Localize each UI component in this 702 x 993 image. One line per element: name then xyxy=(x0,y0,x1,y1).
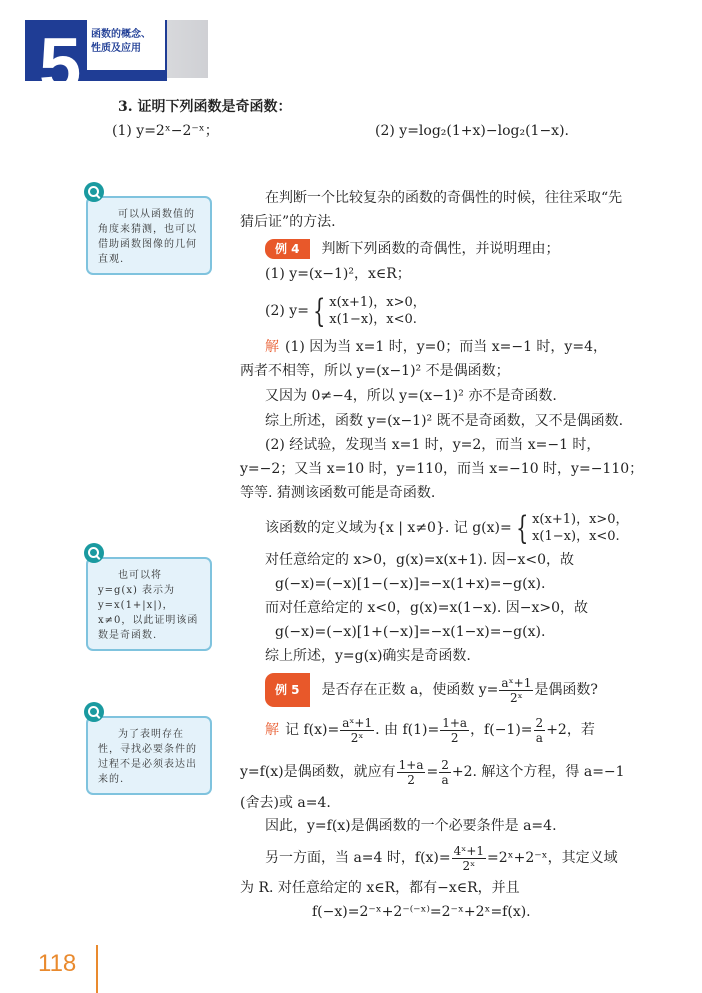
text-segment: = xyxy=(426,764,439,780)
margin-note xyxy=(86,716,212,795)
denominator: a xyxy=(535,730,543,745)
chapter-title-line: 函数的概念、 xyxy=(91,29,151,40)
exercise-item-2: (2) y=log₂(1+x)−log₂(1−x). xyxy=(375,123,569,139)
text-line: 又因为 0≠−4，所以 y=(x−1)² 亦不是奇函数. xyxy=(265,388,557,404)
text-line: g(−x)=(−x)[1+(−x)]=−x(1−x)=−g(x). xyxy=(275,624,546,640)
text-segment: y=f(x)是偶函数，就应有 xyxy=(240,764,396,780)
text-line: 综上所述，函数 y=(x−1)² 既不是奇函数，又不是偶函数. xyxy=(265,413,624,429)
exercise-item-1: (1) y=2ˣ−2⁻ˣ； xyxy=(112,123,219,139)
piecewise: { x(x+1)，x>0， x(1−x)，x<0. xyxy=(312,292,426,330)
text-segment: . 由 f(1)= xyxy=(375,722,440,738)
denominator: 2ˣ xyxy=(510,690,523,705)
denominator: 2 xyxy=(407,772,415,787)
numerator: 1+a xyxy=(442,715,468,730)
denominator: a xyxy=(441,772,449,787)
example-prompt: 判断下列函数的奇偶性，并说明理由； xyxy=(321,241,560,257)
text-line: 猜后证”的方法. xyxy=(240,214,336,230)
fraction xyxy=(499,676,533,705)
fraction xyxy=(452,844,486,873)
text-segment: 是否存在正数 a，使函数 y= xyxy=(321,682,499,698)
fraction xyxy=(440,716,469,745)
denominator: 2 xyxy=(450,730,459,745)
text-segment: 该函数的定义域为{x | x≠0}. 记 g(x)= xyxy=(265,520,512,536)
numerator: 4ˣ+1 xyxy=(453,843,485,858)
text-line: (1) y=(x−1)²，x∈R； xyxy=(265,266,411,282)
text-segment: 记 f(x)= xyxy=(285,722,340,738)
piecewise: { x(x+1)，x>0， x(1−x)，x<0. xyxy=(515,509,629,547)
text-line: 为 R. 对任意给定的 x∈R，都有−x∈R，并且 xyxy=(240,880,520,896)
text-segment: +2，若 xyxy=(546,722,595,738)
example-badge: 例 5 xyxy=(265,673,310,707)
numerator: 2 xyxy=(441,757,449,772)
piecewise-line xyxy=(265,293,426,329)
text-segment: ，f(−1)= xyxy=(470,722,533,738)
text-line: 两者不相等，所以 y=(x−1)² 不是偶函数； xyxy=(240,363,510,379)
magnifier-icon xyxy=(84,702,104,722)
piecewise-line xyxy=(265,510,629,546)
chapter-title-line: 性质及应用 xyxy=(91,43,141,54)
case: x(1−x)，x<0. xyxy=(532,529,620,544)
solution-label: 解 xyxy=(265,339,279,355)
fraction xyxy=(397,758,426,787)
magnifier-icon xyxy=(84,543,104,563)
text-segment: 另一方面，当 a=4 时，f(x)= xyxy=(265,850,451,866)
text-line: (舍去)或 a=4. xyxy=(240,795,331,811)
case: x(1−x)，x<0. xyxy=(329,312,417,327)
text-segment: (2) y= xyxy=(265,303,309,319)
exercise-title: 3. 证明下列函数是奇函数： xyxy=(118,99,292,115)
fraction xyxy=(439,758,451,787)
text-segment: 是偶函数? xyxy=(534,682,598,698)
text-segment: +2. 解这个方程，得 a=−1 xyxy=(451,764,625,780)
text-segment: (1) 因为当 x=1 时，y=0；而当 x=−1 时，y=4， xyxy=(285,339,607,355)
note-text: 可以从函数值的角度来猜测，也可以借助函数图像的几何直观. xyxy=(98,209,197,265)
example-5-heading xyxy=(265,673,598,707)
example-4-heading xyxy=(265,239,560,259)
example-badge: 例 4 xyxy=(265,239,310,259)
margin-note xyxy=(86,196,212,275)
text-line: 综上所述，y=g(x)确实是奇函数. xyxy=(265,648,471,664)
text-line xyxy=(265,714,595,746)
text-line: (2) 经试验，发现当 x=1 时，y=2，而当 x=−1 时， xyxy=(265,437,601,453)
text-line: f(−x)=2⁻ˣ+2⁻⁽⁻ˣ⁾=2⁻ˣ+2ˣ=f(x). xyxy=(312,904,531,920)
note-text: 为了表明存在性，寻找必要条件的过程不是必须表达出来的. xyxy=(98,729,197,785)
text-line: y=−2；又当 x=10 时，y=110，而当 x=−10 时，y=−110； xyxy=(240,461,644,477)
numerator: 2 xyxy=(535,715,544,730)
note-text: 也可以将 y=g(x) 表示为 y=x(1+|x|)，x≠0，以此证明该函数是奇函数. xyxy=(98,570,199,641)
numerator: 1+a xyxy=(398,757,424,772)
denominator: 2ˣ xyxy=(350,730,364,745)
denominator: 2ˣ xyxy=(462,858,476,873)
fraction xyxy=(340,716,374,745)
margin-note xyxy=(86,557,212,651)
case: x(x+1)，x>0， xyxy=(329,295,426,310)
text-line xyxy=(240,756,625,788)
text-line xyxy=(265,338,607,356)
page-number: 118 xyxy=(38,950,77,977)
chapter-title-box xyxy=(87,20,165,70)
magnifier-icon xyxy=(84,182,104,202)
text-line: 在判断一个比较复杂的函数的奇偶性的时候，往往采取“先 xyxy=(265,190,623,206)
text-segment: =2ˣ+2⁻ˣ，其定义域 xyxy=(487,850,618,866)
text-line: 因此，y=f(x)是偶函数的一个必要条件是 a=4. xyxy=(265,818,557,834)
fraction xyxy=(534,716,546,745)
case: x(x+1)，x>0， xyxy=(532,512,629,527)
text-line: g(−x)=(−x)[1−(−x)]=−x(1+x)=−g(x). xyxy=(275,576,546,592)
numerator: aˣ+1 xyxy=(342,715,373,730)
text-line: 对任意给定的 x>0，g(x)=x(x+1). 因−x<0，故 xyxy=(265,552,575,568)
text-line: 等等. 猜测该函数可能是奇函数. xyxy=(240,485,436,501)
text-line: 而对任意给定的 x<0，g(x)=x(1−x). 因−x>0，故 xyxy=(265,600,589,616)
chapter-title xyxy=(91,28,151,56)
solution-label: 解 xyxy=(265,722,279,738)
text-line xyxy=(265,842,618,874)
chapter-number: 5 xyxy=(39,23,82,108)
page-number-divider xyxy=(96,945,98,993)
numerator: aˣ+1 xyxy=(501,675,532,690)
